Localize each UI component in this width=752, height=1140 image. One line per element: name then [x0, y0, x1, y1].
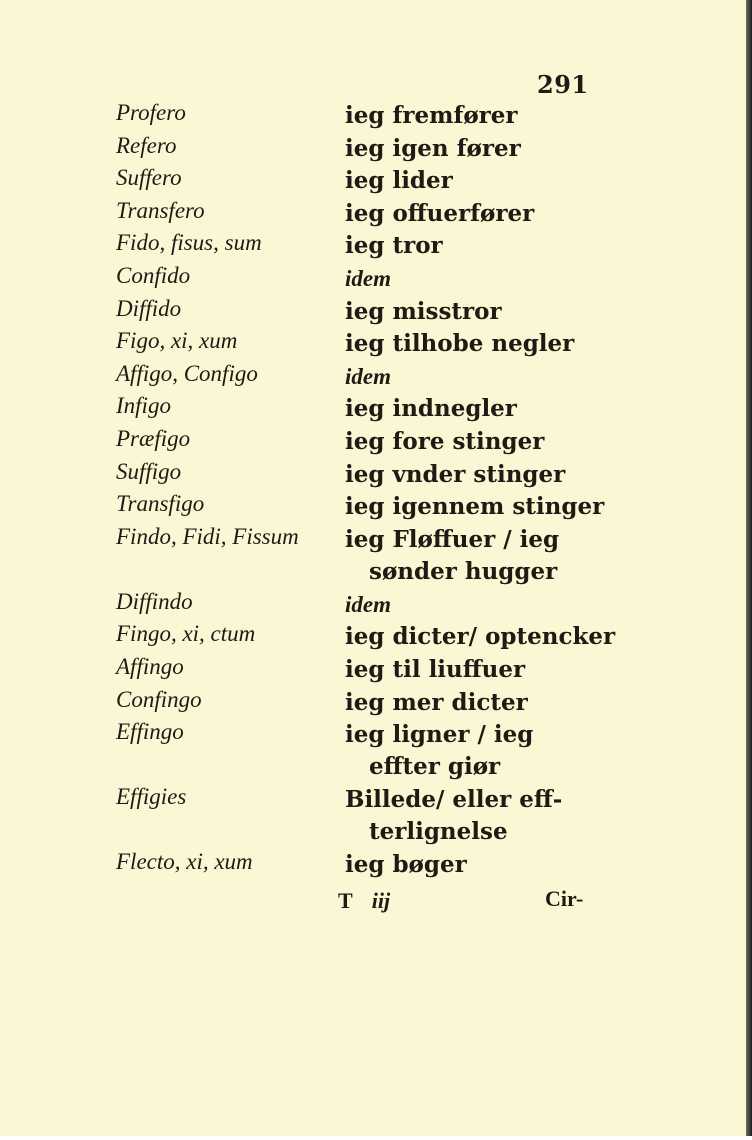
danish-gloss — [345, 459, 565, 491]
latin-headword: Diffindo — [116, 588, 193, 614]
entry-row — [0, 459, 752, 492]
entry-row — [0, 328, 752, 361]
entry-row — [0, 589, 752, 622]
danish-gloss — [345, 524, 559, 588]
entry-row — [0, 230, 752, 263]
entry-row — [0, 100, 752, 133]
gloss-line: Billede/ eller eff- — [345, 786, 563, 814]
gloss-continuation: effter giør — [369, 753, 501, 781]
gloss-line: ieg misstror — [345, 297, 502, 325]
entry-row — [0, 198, 752, 231]
gloss-line: ieg indnegler — [345, 395, 517, 423]
gloss-line: ieg offuerfører — [345, 199, 535, 227]
latin-headword: Confido — [116, 262, 191, 288]
entry-row — [0, 263, 752, 296]
danish-gloss — [345, 589, 391, 621]
gloss-line: ieg tror — [345, 232, 443, 260]
entry-row — [0, 687, 752, 720]
entry-row — [0, 849, 752, 882]
danish-gloss — [345, 621, 615, 653]
danish-gloss — [345, 426, 544, 458]
gloss-line: ieg bøger — [345, 851, 467, 879]
entry-row — [0, 621, 752, 654]
latin-headword: Figo, xi, xum — [116, 328, 238, 354]
latin-headword: Affingo — [116, 653, 184, 679]
entry-row — [0, 296, 752, 329]
gloss-line: ieg mer dicter — [345, 688, 528, 716]
latin-headword: Suffigo — [116, 458, 182, 484]
latin-headword: Transfigo — [116, 491, 205, 517]
danish-gloss — [345, 654, 525, 686]
signature-letter: T — [338, 888, 353, 913]
danish-gloss — [345, 328, 574, 360]
latin-headword: Flecto, xi, xum — [116, 849, 253, 875]
gloss-continuation: sønder hugger — [369, 557, 558, 585]
latin-headword: Affigo, Configo — [116, 360, 258, 386]
danish-gloss — [345, 198, 534, 230]
danish-gloss — [345, 687, 528, 719]
latin-headword: Effigies — [116, 784, 187, 810]
danish-gloss — [345, 849, 467, 881]
latin-headword: Confingo — [116, 686, 202, 712]
gloss-line: ieg tilhobe negler — [345, 330, 575, 358]
entry-row — [0, 393, 752, 426]
danish-gloss — [345, 393, 517, 425]
danish-gloss — [345, 230, 443, 262]
entry-row — [0, 491, 752, 524]
latin-headword: Fingo, xi, ctum — [116, 621, 256, 647]
danish-gloss — [345, 361, 391, 393]
latin-headword: Infigo — [116, 393, 171, 419]
page-number: 291 — [537, 70, 589, 99]
gloss-line: ieg dicter/ optencker — [345, 623, 616, 651]
latin-headword: Effingo — [116, 719, 184, 745]
latin-headword: Præfigo — [116, 425, 191, 451]
gloss-continuation: terlignelse — [369, 818, 508, 846]
latin-headword: Suffero — [116, 165, 182, 191]
entry-row — [0, 524, 752, 589]
catchword: Cir- — [545, 886, 584, 911]
gloss-line: ieg fremfører — [345, 102, 518, 129]
entry-row — [0, 719, 752, 784]
gloss-line: ieg vnder stinger — [345, 460, 566, 488]
latin-headword: Profero — [116, 100, 186, 125]
danish-gloss — [345, 263, 391, 295]
danish-gloss — [345, 133, 521, 165]
entry-row — [0, 133, 752, 166]
danish-gloss — [345, 165, 453, 197]
entry-row — [0, 426, 752, 459]
gloss-line: ieg Fløffuer / ieg — [345, 525, 560, 553]
danish-gloss — [345, 719, 533, 783]
gloss-line: idem — [345, 363, 391, 389]
page-bottom-margin — [0, 1136, 752, 1140]
gloss-line: ieg ligner / ieg — [345, 721, 534, 749]
entry-row — [0, 654, 752, 687]
gloss-line: ieg fore stinger — [345, 427, 545, 455]
gloss-line: ieg igennem stinger — [345, 493, 605, 521]
dictionary-entries — [0, 100, 752, 882]
gloss-line: idem — [345, 591, 391, 617]
latin-headword: Transfero — [116, 197, 205, 223]
entry-row — [0, 165, 752, 198]
gloss-line: ieg lider — [345, 167, 453, 195]
danish-gloss — [345, 784, 562, 848]
danish-gloss — [345, 491, 604, 523]
danish-gloss — [345, 100, 518, 132]
signature-mark — [338, 888, 390, 914]
gloss-line: ieg igen fører — [345, 134, 521, 162]
latin-headword: Diffido — [116, 295, 182, 321]
gloss-line: ieg til liuffuer — [345, 655, 526, 683]
entry-row — [0, 784, 752, 849]
latin-headword: Findo, Fidi, Fissum — [116, 523, 299, 549]
danish-gloss — [345, 296, 502, 328]
latin-headword: Refero — [116, 132, 177, 158]
entry-row — [0, 361, 752, 394]
gloss-line: idem — [345, 265, 391, 291]
latin-headword: Fido, fisus, sum — [116, 230, 262, 256]
signature-numeral: iij — [371, 888, 391, 913]
